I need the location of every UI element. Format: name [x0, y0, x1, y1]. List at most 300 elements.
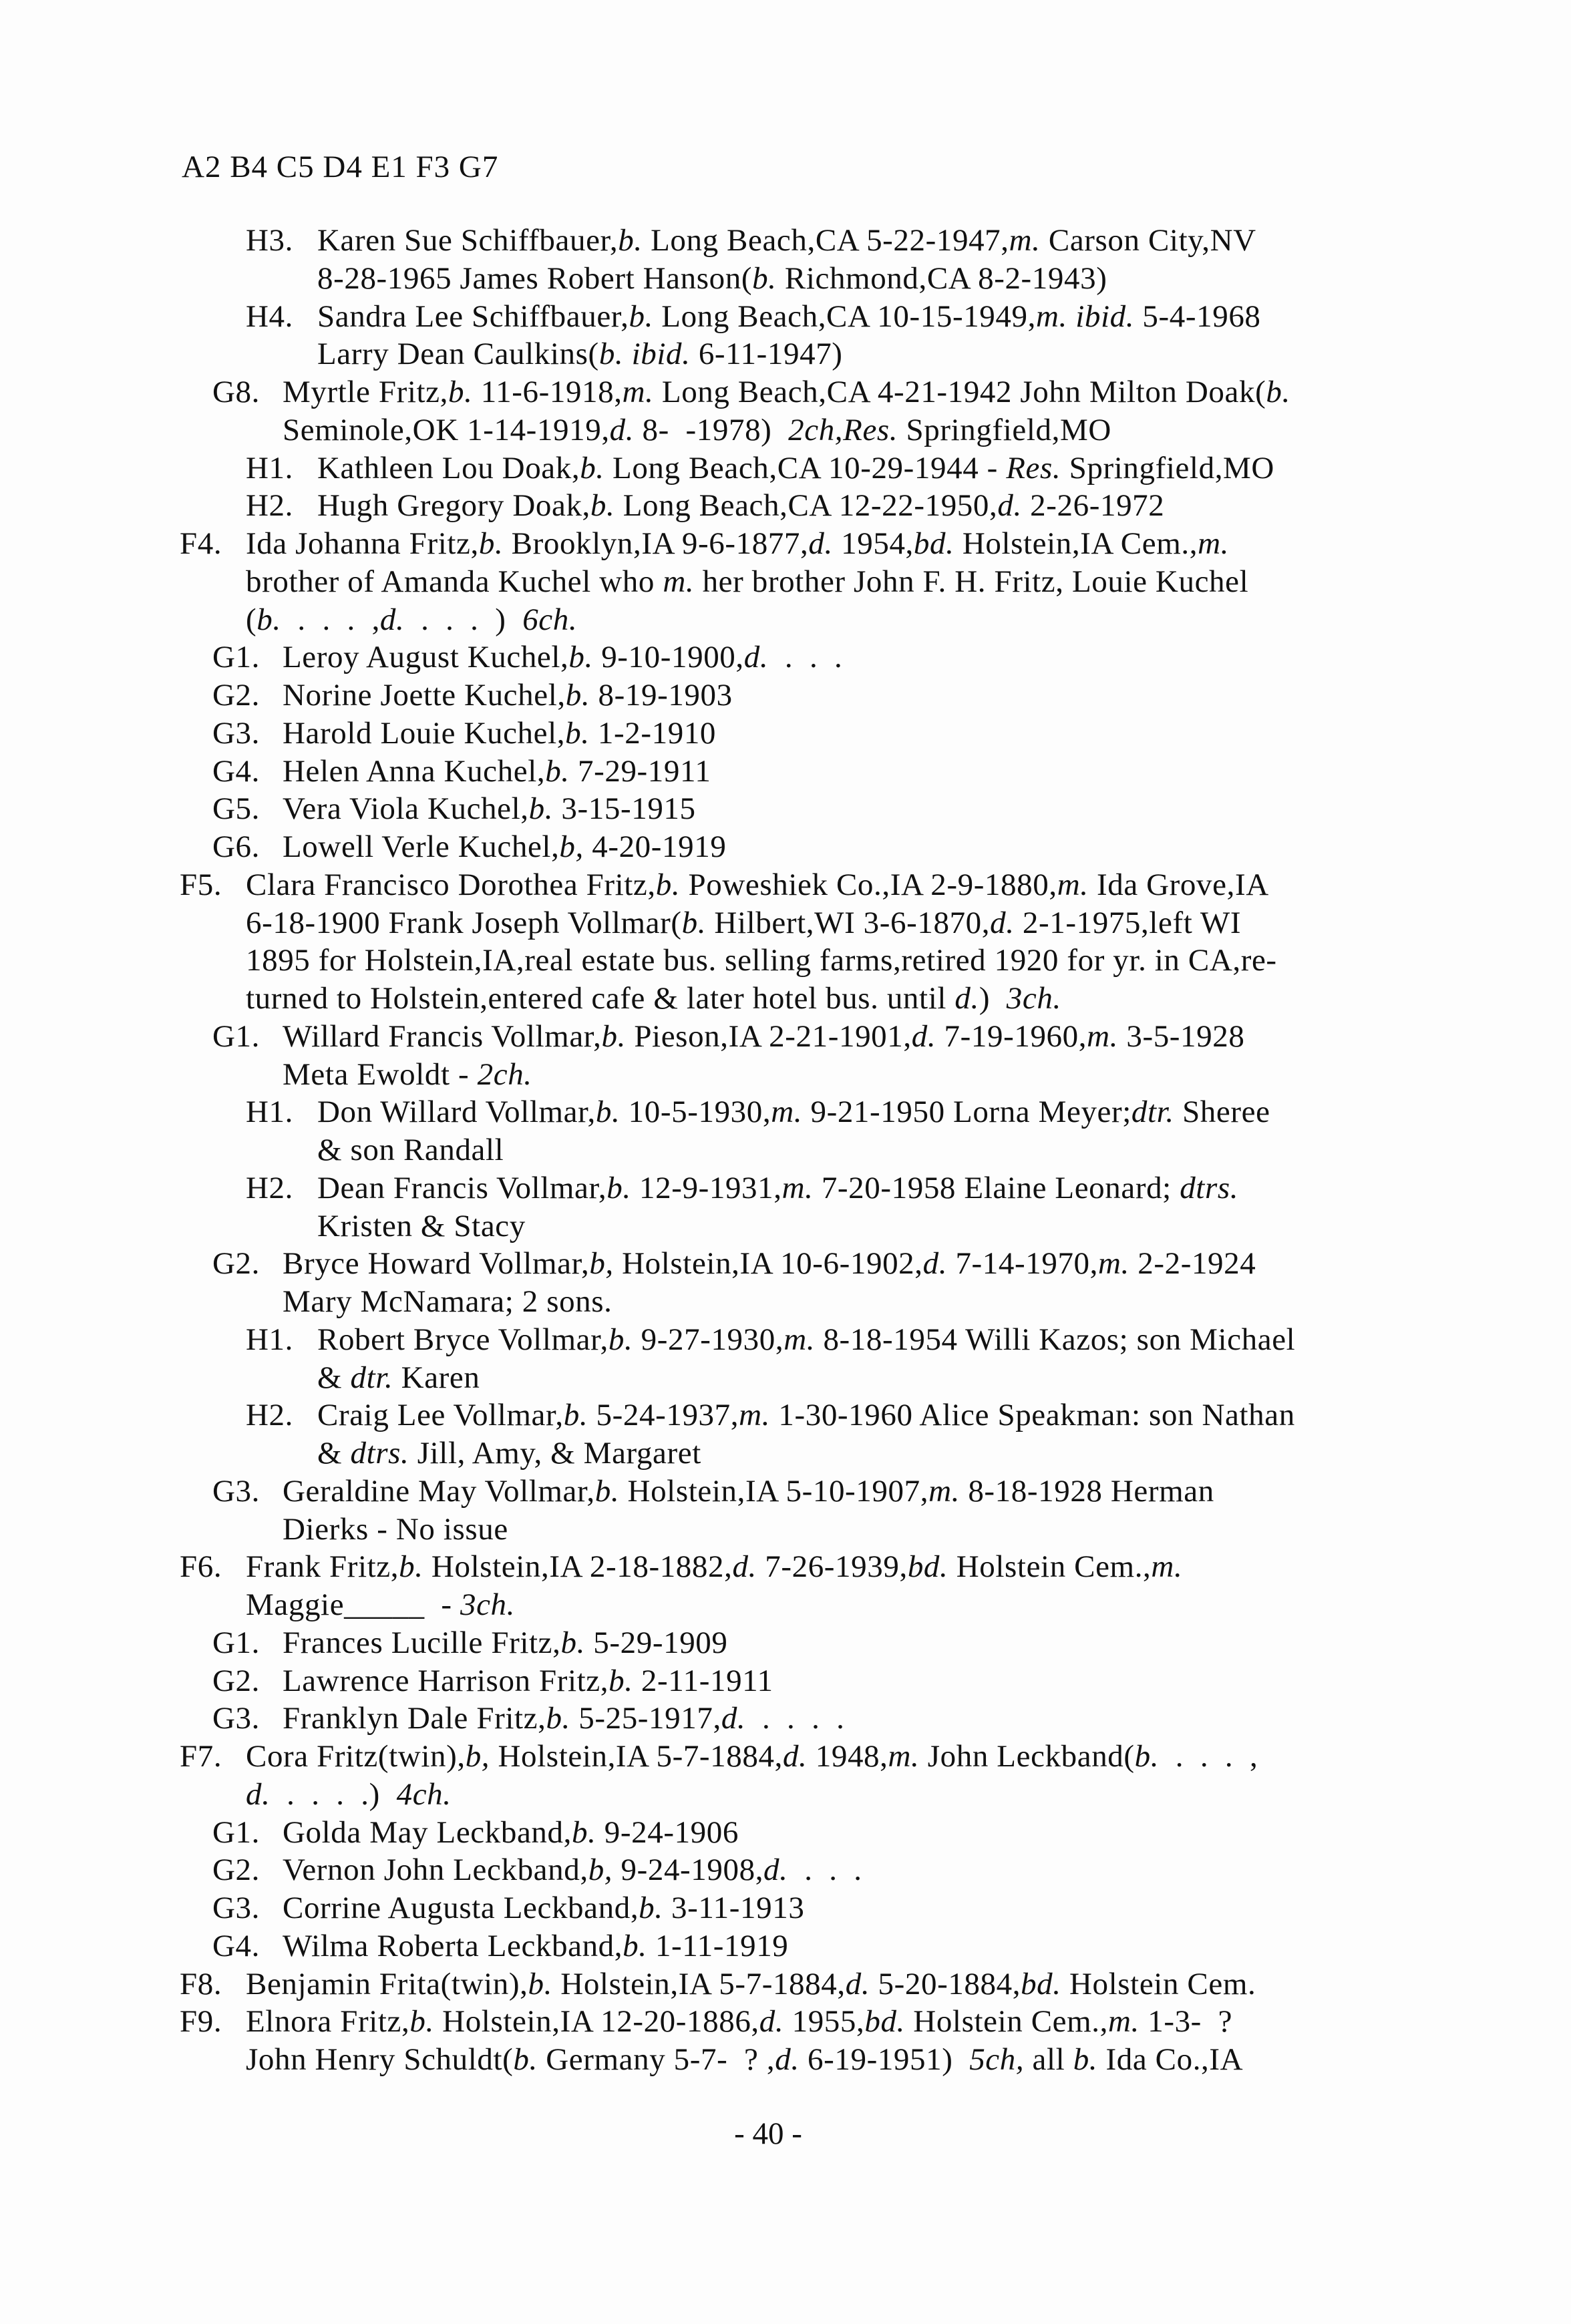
- text-segment: Frances Lucille Fritz,: [283, 1625, 561, 1660]
- text-segment: Clara Francisco Dorothea Fritz,: [246, 867, 656, 902]
- entry-text: [317, 1321, 1295, 1359]
- abbreviation: m.: [783, 1322, 816, 1357]
- text-segment: Hilbert,WI 3-6-1870,: [706, 905, 991, 940]
- text-segment: Holstein,IA 5-7-1884,: [490, 1739, 783, 1774]
- entry-line: [0, 1169, 1571, 1207]
- entry-label: F6.: [180, 1549, 222, 1585]
- abbreviation: b.: [1073, 2042, 1098, 2077]
- entry-line: [0, 1965, 1571, 2003]
- entry-line: [0, 222, 1571, 260]
- entry-line: [0, 1396, 1571, 1434]
- text-segment: 1-11-1919: [647, 1928, 789, 1963]
- text-segment: . . . .): [270, 1776, 397, 1812]
- entry-line: [0, 1851, 1571, 1889]
- abbreviation: d.: [775, 2042, 800, 2077]
- text-segment: Wilma Roberta Leckband,: [283, 1928, 623, 1963]
- abbreviation: dtr.: [1131, 1095, 1174, 1130]
- text-segment: 1-2-1910: [589, 715, 717, 751]
- text-segment: Poweshiek Co.,IA 2-9-1880,: [680, 867, 1057, 902]
- text-segment: Kristen & Stacy: [317, 1208, 526, 1243]
- entry-text: [317, 1396, 1295, 1434]
- abbreviation: m.: [1009, 223, 1041, 258]
- text-segment: . . . ): [404, 602, 523, 637]
- text-segment: 3-5-1928: [1118, 1018, 1245, 1054]
- entry-line: [0, 828, 1571, 866]
- text-segment: 5-20-1884,: [870, 1966, 1021, 2001]
- entry-continuation-line: [0, 1056, 1571, 1094]
- entry-text: [317, 1169, 1238, 1207]
- text-segment: 6-18-1900 Frank Joseph Vollmar(: [246, 905, 682, 940]
- entry-label: G2.: [212, 678, 260, 713]
- abbreviation: d.: [379, 602, 405, 637]
- text-segment: 9-21-1950 Lorna Meyer;: [802, 1095, 1131, 1130]
- entry-text: [246, 1548, 1182, 1586]
- abbreviation: b.: [1134, 1739, 1160, 1774]
- entry-label: G8.: [212, 375, 260, 409]
- entry-continuation-line: [0, 1776, 1571, 1814]
- abbreviation: b.: [399, 1549, 423, 1585]
- text-segment: 9-24-1908,: [613, 1853, 764, 1888]
- text-segment: Golda May Leckband,: [283, 1814, 572, 1850]
- entry-label: G2.: [212, 1246, 260, 1282]
- abbreviation: b,: [589, 1246, 614, 1282]
- text-segment: Holstein,IA 10-6-1902,: [613, 1246, 923, 1282]
- text-segment: Holstein Cem.,: [904, 2004, 1108, 2040]
- entry-text: [246, 601, 577, 639]
- entry-label: G3.: [212, 715, 260, 751]
- abbreviation: d.: [763, 1853, 788, 1888]
- entry-text: [246, 942, 1277, 980]
- entry-text: [283, 1814, 739, 1852]
- entry-line: [0, 1548, 1571, 1586]
- text-segment: John Henry Schuldt(: [246, 2042, 514, 2077]
- text-segment: Long Beach,CA 12-22-1950,: [615, 488, 998, 524]
- abbreviation: 2ch.: [477, 1056, 532, 1092]
- entry-continuation-line: [0, 1511, 1571, 1549]
- abbreviation: b.: [623, 1928, 647, 1963]
- entry-text: [283, 676, 733, 715]
- entry-label: H2.: [246, 1170, 293, 1205]
- text-segment: 8-28-1965 James Robert Hanson(: [317, 260, 753, 296]
- abbreviation: d.: [997, 488, 1022, 524]
- text-segment: Holstein,IA 5-10-1907,: [619, 1473, 929, 1509]
- abbreviation: dtrs.: [1180, 1170, 1239, 1205]
- entry-label: H1.: [246, 450, 293, 486]
- entry-line: [0, 449, 1571, 488]
- text-segment: 10-5-1930,: [620, 1095, 771, 1130]
- entry-text: [317, 1434, 701, 1473]
- text-segment: (: [246, 602, 257, 637]
- entry-continuation-line: [0, 1586, 1571, 1624]
- entry-text: [246, 980, 1061, 1018]
- text-segment: 6-11-1947): [690, 337, 843, 372]
- text-segment: Elnora Fritz,: [246, 2004, 410, 2040]
- entry-label: F8.: [180, 1966, 222, 2001]
- text-segment: . . . ,: [281, 602, 380, 637]
- text-segment: & son Randall: [317, 1133, 504, 1167]
- text-segment: . . .: [788, 1853, 862, 1888]
- abbreviation: d.: [721, 1701, 746, 1736]
- text-segment: Richmond,CA 8-2-1943): [776, 260, 1107, 296]
- abbreviation: b.: [513, 2042, 538, 2077]
- text-segment: brother of Amanda Kuchel who: [246, 564, 663, 599]
- abbreviation: d.: [990, 905, 1015, 940]
- text-segment: 2-2-1924: [1129, 1246, 1256, 1282]
- abbreviation: b.: [639, 1891, 663, 1925]
- text-segment: 5-25-1917,: [570, 1701, 721, 1736]
- entry-label: F9.: [180, 2004, 222, 2040]
- text-segment: Myrtle Fritz,: [283, 375, 448, 409]
- text-segment: 1955,: [783, 2004, 865, 2040]
- abbreviation: m.: [781, 1170, 814, 1205]
- text-segment: Larry Dean Caulkins(: [317, 337, 599, 372]
- page-number: - 40 -: [734, 2116, 802, 2151]
- text-segment: Robert Bryce Vollmar,: [317, 1322, 608, 1357]
- abbreviation: 2ch,Res.: [788, 412, 898, 447]
- text-segment: Karen Sue Schiffbauer,: [317, 223, 619, 258]
- text-segment: 1-3- ?: [1139, 2004, 1233, 2040]
- abbreviation: b.: [608, 1663, 633, 1698]
- text-segment: Holstein Cem.: [1061, 1966, 1256, 2001]
- text-segment: 2-11-1911: [633, 1663, 773, 1698]
- text-segment: Don Willard Vollmar,: [317, 1095, 596, 1130]
- text-segment: Benjamin Frita(twin),: [246, 1966, 528, 2001]
- text-segment: 11-6-1918,: [472, 375, 623, 409]
- abbreviation: b.: [568, 640, 593, 675]
- entry-line: [0, 1321, 1571, 1359]
- entry-text: [246, 1586, 515, 1624]
- text-segment: Seminole,OK 1-14-1919,: [283, 412, 610, 447]
- entry-label: G4.: [212, 1928, 260, 1963]
- entry-label: G1.: [212, 1814, 260, 1850]
- abbreviation: 4ch.: [396, 1776, 452, 1812]
- text-segment: 7-20-1958 Elaine Leonard;: [813, 1170, 1180, 1205]
- entry-line: [0, 1624, 1571, 1662]
- entry-label: G1.: [212, 1018, 260, 1054]
- entry-text: [283, 1889, 804, 1927]
- abbreviation: b.: [563, 1398, 588, 1433]
- text-segment: Holstein,IA 12-20-1886,: [433, 2004, 759, 2040]
- entry-line: [0, 1814, 1571, 1852]
- entry-text: [317, 260, 1107, 298]
- entry-line: [0, 638, 1571, 676]
- entry-text: [283, 828, 726, 866]
- abbreviation: m.: [622, 375, 654, 409]
- text-segment: Long Beach,CA 5-22-1947,: [642, 223, 1009, 258]
- abbreviation: b.: [478, 526, 504, 561]
- entry-text: [283, 1700, 844, 1738]
- text-segment: 5-29-1909: [584, 1625, 728, 1660]
- abbreviation: d.: [845, 1966, 870, 2001]
- entry-label: H2.: [246, 488, 293, 524]
- entry-label: G1.: [212, 1625, 260, 1660]
- abbreviation: b.: [565, 678, 590, 713]
- entry-label: H2.: [246, 1398, 293, 1433]
- text-segment: . . .: [768, 640, 843, 675]
- text-segment: Carson City,NV: [1040, 223, 1256, 258]
- abbreviation: 5ch,: [969, 2042, 1025, 2077]
- entry-line: [0, 1662, 1571, 1700]
- entry-text: [317, 335, 843, 373]
- entry-text: [283, 1851, 862, 1889]
- text-segment: . . . ,: [1159, 1739, 1258, 1774]
- text-segment: Corrine Augusta Leckband,: [283, 1891, 639, 1925]
- abbreviation: d.: [954, 981, 979, 1016]
- text-segment: Holstein,IA 5-7-1884,: [552, 1966, 846, 2001]
- text-segment: Dean Francis Vollmar,: [317, 1170, 607, 1205]
- abbreviation: b.: [571, 1814, 596, 1850]
- abbreviation: b.: [681, 905, 707, 940]
- entry-line: [0, 866, 1571, 904]
- entry-text: [283, 1927, 788, 1965]
- text-segment: Dierks - No issue: [283, 1511, 508, 1547]
- abbreviation: dtrs.: [350, 1436, 409, 1471]
- entry-text: [246, 1738, 1258, 1776]
- entry-continuation-line: [0, 260, 1571, 298]
- text-segment: Helen Anna Kuchel,: [283, 753, 546, 789]
- entry-continuation-line: [0, 563, 1571, 601]
- entry-label: G2.: [212, 1853, 260, 1888]
- text-segment: 12-9-1931,: [631, 1170, 782, 1205]
- entry-continuation-line: [0, 904, 1571, 942]
- entry-text: [246, 904, 1241, 942]
- text-segment: Frank Fritz,: [246, 1549, 399, 1585]
- text-segment: Pieson,IA 2-21-1901,: [625, 1018, 912, 1054]
- entry-line: [0, 1927, 1571, 1965]
- abbreviation: b.: [409, 2004, 434, 2040]
- text-segment: 1895 for Holstein,IA,real estate bus. selling farms,retired 1920 for yr. in CA,re-: [246, 943, 1277, 978]
- entry-line: [0, 525, 1571, 563]
- entry-label: G3.: [212, 1473, 260, 1509]
- entry-text: [246, 2041, 1243, 2079]
- text-segment: 1-30-1960 Alice Speakman: son Nathan: [770, 1398, 1295, 1433]
- abbreviation: m.: [888, 1739, 920, 1774]
- text-segment: 8-18-1928 Herman: [959, 1473, 1214, 1509]
- text-segment: Long Beach,CA 10-29-1944 -: [604, 450, 1007, 486]
- abbreviation: m.: [1107, 2004, 1140, 2040]
- abbreviation: d.: [922, 1246, 948, 1282]
- entry-continuation-line: [0, 1207, 1571, 1245]
- abbreviation: m.: [1087, 1018, 1118, 1054]
- entry-line: [0, 298, 1571, 336]
- entry-text: [246, 525, 1229, 563]
- text-segment: Willard Francis Vollmar,: [283, 1018, 602, 1054]
- text-segment: 6-19-1951): [799, 2042, 970, 2077]
- text-segment: Harold Louie Kuchel,: [283, 715, 566, 751]
- text-segment: 8- -1978): [634, 412, 789, 447]
- entry-continuation-line: [0, 1359, 1571, 1397]
- text-segment: Ida Johanna Fritz,: [246, 526, 479, 561]
- entry-text: [283, 790, 696, 828]
- entry-label: H4.: [246, 299, 293, 334]
- text-segment: Long Beach,CA 10-15-1949,: [653, 299, 1036, 334]
- entry-text: [246, 563, 1248, 601]
- entry-line: [0, 1738, 1571, 1776]
- abbreviation: bd.: [1021, 1966, 1061, 2001]
- text-segment: Kathleen Lou Doak,: [317, 450, 580, 486]
- entry-line: [0, 1473, 1571, 1511]
- text-segment: Holstein,IA Cem.,: [954, 526, 1198, 561]
- text-segment: Franklyn Dale Fritz,: [283, 1701, 546, 1736]
- entry-continuation-line: [0, 980, 1571, 1018]
- entry-line: [0, 1245, 1571, 1283]
- text-segment: Maggie_____ -: [246, 1587, 460, 1622]
- text-segment: Karen: [393, 1360, 480, 1395]
- entry-label: F7.: [180, 1739, 222, 1774]
- text-segment: Vernon John Leckband,: [283, 1853, 588, 1888]
- abbreviation: bd.: [864, 2004, 905, 2040]
- entry-line: [0, 1700, 1571, 1738]
- entry-line: [0, 2003, 1571, 2041]
- entry-text: [283, 411, 1111, 449]
- entry-label: G3.: [212, 1891, 260, 1925]
- abbreviation: b,: [559, 829, 584, 864]
- abbreviation: m.: [739, 1398, 771, 1433]
- entry-text: [283, 373, 1290, 411]
- abbreviation: m.: [1198, 526, 1229, 561]
- text-segment: Springfield,MO: [898, 412, 1111, 447]
- entry-continuation-line: [0, 1283, 1571, 1321]
- entry-label: F5.: [180, 867, 222, 902]
- text-segment: Leroy August Kuchel,: [283, 640, 569, 675]
- text-segment: Germany 5-7- ? ,: [537, 2042, 775, 2077]
- abbreviation: d.: [609, 412, 635, 447]
- text-segment: John Leckband(: [919, 1739, 1135, 1774]
- entry-text: [283, 1056, 532, 1094]
- entry-text: [317, 449, 1274, 488]
- text-segment: 9-10-1900,: [592, 640, 744, 675]
- entry-text: [317, 487, 1164, 525]
- text-segment: 7-14-1970,: [947, 1246, 1098, 1282]
- entry-text: [317, 298, 1261, 336]
- entry-label: G4.: [212, 753, 260, 789]
- abbreviation: b.: [448, 375, 473, 409]
- text-segment: 9-27-1930,: [633, 1322, 784, 1357]
- text-segment: 5-24-1937,: [588, 1398, 739, 1433]
- abbreviation: bd.: [907, 1549, 948, 1585]
- abbreviation: b.: [528, 791, 554, 827]
- text-segment: Brooklyn,IA 9-6-1877,: [503, 526, 809, 561]
- text-segment: 2-26-1972: [1021, 488, 1165, 524]
- abbreviation: 3ch.: [460, 1587, 515, 1622]
- abbreviation: m.: [663, 564, 695, 599]
- abbreviation: b.: [655, 867, 681, 902]
- text-segment: &: [317, 1360, 351, 1395]
- text-segment: 7-29-1911: [569, 753, 711, 789]
- abbreviation: m.: [1151, 1549, 1183, 1585]
- abbreviation: b.: [606, 1170, 631, 1205]
- entry-label: G1.: [212, 640, 260, 675]
- text-segment: 2-1-1975,left WI: [1014, 905, 1242, 940]
- entry-label: G2.: [212, 1663, 260, 1698]
- entry-text: [283, 638, 842, 676]
- entry-text: [246, 866, 1269, 904]
- entry-text: [283, 1624, 728, 1662]
- text-segment: Cora Fritz(twin),: [246, 1739, 466, 1774]
- abbreviation: 6ch.: [522, 602, 578, 637]
- entry-continuation-line: [0, 2041, 1571, 2079]
- text-segment: Ida Grove,IA: [1088, 867, 1269, 902]
- text-segment: Sandra Lee Schiffbauer,: [317, 299, 629, 334]
- text-segment: 3-15-1915: [553, 791, 696, 827]
- text-segment: . . . .: [745, 1701, 845, 1736]
- text-segment: turned to Holstein,entered cafe & later hotel bus. until: [246, 981, 955, 1016]
- abbreviation: b.: [601, 1018, 626, 1054]
- abbreviation: b,: [465, 1739, 490, 1774]
- entry-continuation-line: [0, 601, 1571, 639]
- entry-line: [0, 715, 1571, 753]
- text-segment: &: [317, 1436, 351, 1471]
- entry-text: [317, 222, 1256, 260]
- entry-text: [283, 753, 711, 791]
- text-segment: all: [1024, 2042, 1073, 2077]
- lineage-header: A2 B4 C5 D4 E1 F3 G7: [182, 150, 499, 184]
- text-segment: Holstein,IA 2-18-1882,: [423, 1549, 733, 1585]
- entry-line: [0, 373, 1571, 411]
- entry-label: F4.: [180, 526, 222, 561]
- entry-continuation-line: [0, 1131, 1571, 1169]
- text-segment: Jill, Amy, & Margaret: [409, 1436, 701, 1471]
- abbreviation: b.: [546, 1701, 570, 1736]
- text-segment: Long Beach,CA 4-21-1942 John Milton Doak(: [653, 375, 1266, 409]
- abbreviation: b.: [580, 450, 604, 486]
- text-segment: Bryce Howard Vollmar,: [283, 1246, 590, 1282]
- text-segment: Lawrence Harrison Fritz,: [283, 1663, 609, 1698]
- text-segment: Springfield,MO: [1061, 450, 1274, 486]
- text-segment: Meta Ewoldt -: [283, 1056, 478, 1092]
- abbreviation: d.: [732, 1549, 757, 1585]
- entry-text: [283, 1662, 773, 1700]
- abbreviation: d.: [246, 1776, 271, 1812]
- abbreviation: m.: [1057, 867, 1089, 902]
- text-segment: Ida Co.,IA: [1097, 2042, 1244, 2077]
- abbreviation: b,: [588, 1853, 613, 1888]
- entry-text: [246, 2003, 1232, 2041]
- abbreviation: m.: [1098, 1246, 1129, 1282]
- text-segment: 5-4-1968: [1134, 299, 1261, 334]
- abbreviation: d.: [808, 526, 833, 561]
- abbreviation: d.: [743, 640, 769, 675]
- text-segment: Mary McNamara; 2 sons.: [283, 1284, 613, 1319]
- entry-text: [283, 1245, 1256, 1283]
- text-segment: Vera Viola Kuchel,: [283, 791, 529, 827]
- abbreviation: d.: [911, 1018, 936, 1054]
- abbreviation: m.: [928, 1473, 960, 1509]
- text-segment: 1954,: [832, 526, 914, 561]
- entry-continuation-line: [0, 411, 1571, 449]
- abbreviation: b.: [1266, 375, 1290, 409]
- entry-continuation-line: [0, 335, 1571, 373]
- abbreviation: d.: [782, 1739, 808, 1774]
- abbreviation: b.: [608, 1322, 633, 1357]
- abbreviation: b.: [256, 602, 281, 637]
- text-segment: Craig Lee Vollmar,: [317, 1398, 564, 1433]
- abbreviation: b.: [629, 299, 653, 334]
- entry-label: H1.: [246, 1322, 293, 1357]
- entry-text: [283, 1473, 1214, 1511]
- abbreviation: b.: [594, 1473, 620, 1509]
- entry-text: [283, 1283, 613, 1321]
- text-segment: 9-24-1906: [596, 1814, 739, 1850]
- abbreviation: b.: [565, 715, 590, 751]
- text-segment: Lowell Verle Kuchel,: [283, 829, 560, 864]
- entry-label: G5.: [212, 791, 260, 827]
- text-segment: 3-11-1913: [663, 1891, 805, 1925]
- entry-text: [283, 715, 716, 753]
- text-segment: 4-20-1919: [583, 829, 727, 864]
- abbreviation: 3ch.: [1006, 981, 1061, 1016]
- entry-label: H3.: [246, 223, 293, 258]
